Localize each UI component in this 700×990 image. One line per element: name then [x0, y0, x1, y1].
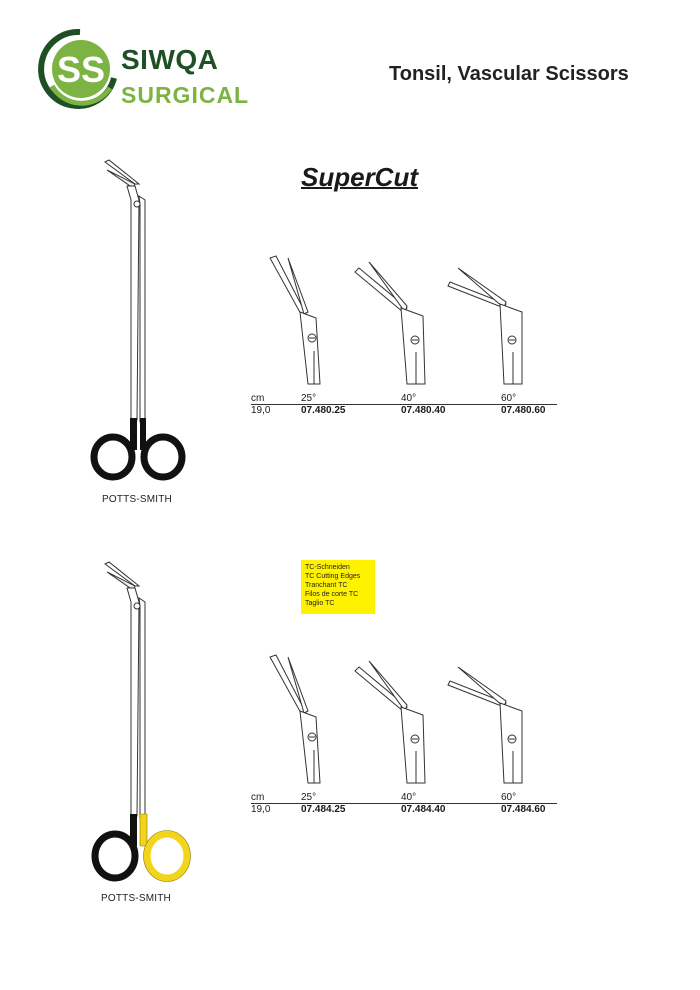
blade-detail-40-1: [355, 262, 430, 386]
tc-note-line: TC Cutting Edges: [305, 573, 361, 580]
blade-detail-25-1: [268, 256, 328, 386]
product-line-title: SuperCut: [301, 162, 418, 192]
length-value: 19,0: [251, 405, 271, 416]
brand-name-bottom: SURGICAL: [121, 82, 250, 108]
article-code: 07.480.40: [401, 405, 446, 416]
blade-detail-40-2: [355, 661, 430, 785]
scissors-illustration-2: [85, 562, 200, 894]
tc-note-line: Filos de corte TC: [305, 591, 359, 598]
article-code: 07.484.40: [401, 804, 446, 815]
angle-40: 40°: [401, 792, 417, 803]
brand-name-top: SIWQA: [121, 44, 219, 75]
article-code: 07.484.25: [301, 804, 346, 815]
angle-40: 40°: [401, 393, 417, 404]
tc-cutting-edges-note: [301, 560, 375, 614]
unit-label: cm: [251, 393, 265, 404]
scissors-illustration-1: [85, 160, 195, 490]
tc-note-line: Taglio TC: [305, 600, 335, 607]
angle-60: 60°: [501, 393, 517, 404]
logo-letters: SS: [56, 49, 106, 90]
article-code: 07.480.60: [501, 405, 546, 416]
length-value: 19,0: [251, 804, 271, 815]
article-code: 07.480.25: [301, 405, 346, 416]
tc-note-line: Tranchant TC: [305, 582, 348, 589]
unit-label: cm: [251, 792, 265, 803]
blade-detail-60-2: [448, 667, 528, 785]
blade-detail-25-2: [268, 655, 328, 785]
blade-detail-60-1: [448, 268, 528, 386]
instrument-label-2: POTTS-SMITH: [101, 893, 171, 904]
angle-60: 60°: [501, 792, 517, 803]
spec-table-1: [251, 394, 557, 424]
spec-table-2: [251, 793, 557, 823]
instrument-label-1: POTTS-SMITH: [102, 494, 172, 505]
article-code: 07.484.60: [501, 804, 546, 815]
tc-note-line: TC-Schneiden: [305, 564, 350, 571]
angle-25: 25°: [301, 792, 317, 803]
page-title: Tonsil, Vascular Scissors: [389, 63, 629, 85]
angle-25: 25°: [301, 393, 317, 404]
